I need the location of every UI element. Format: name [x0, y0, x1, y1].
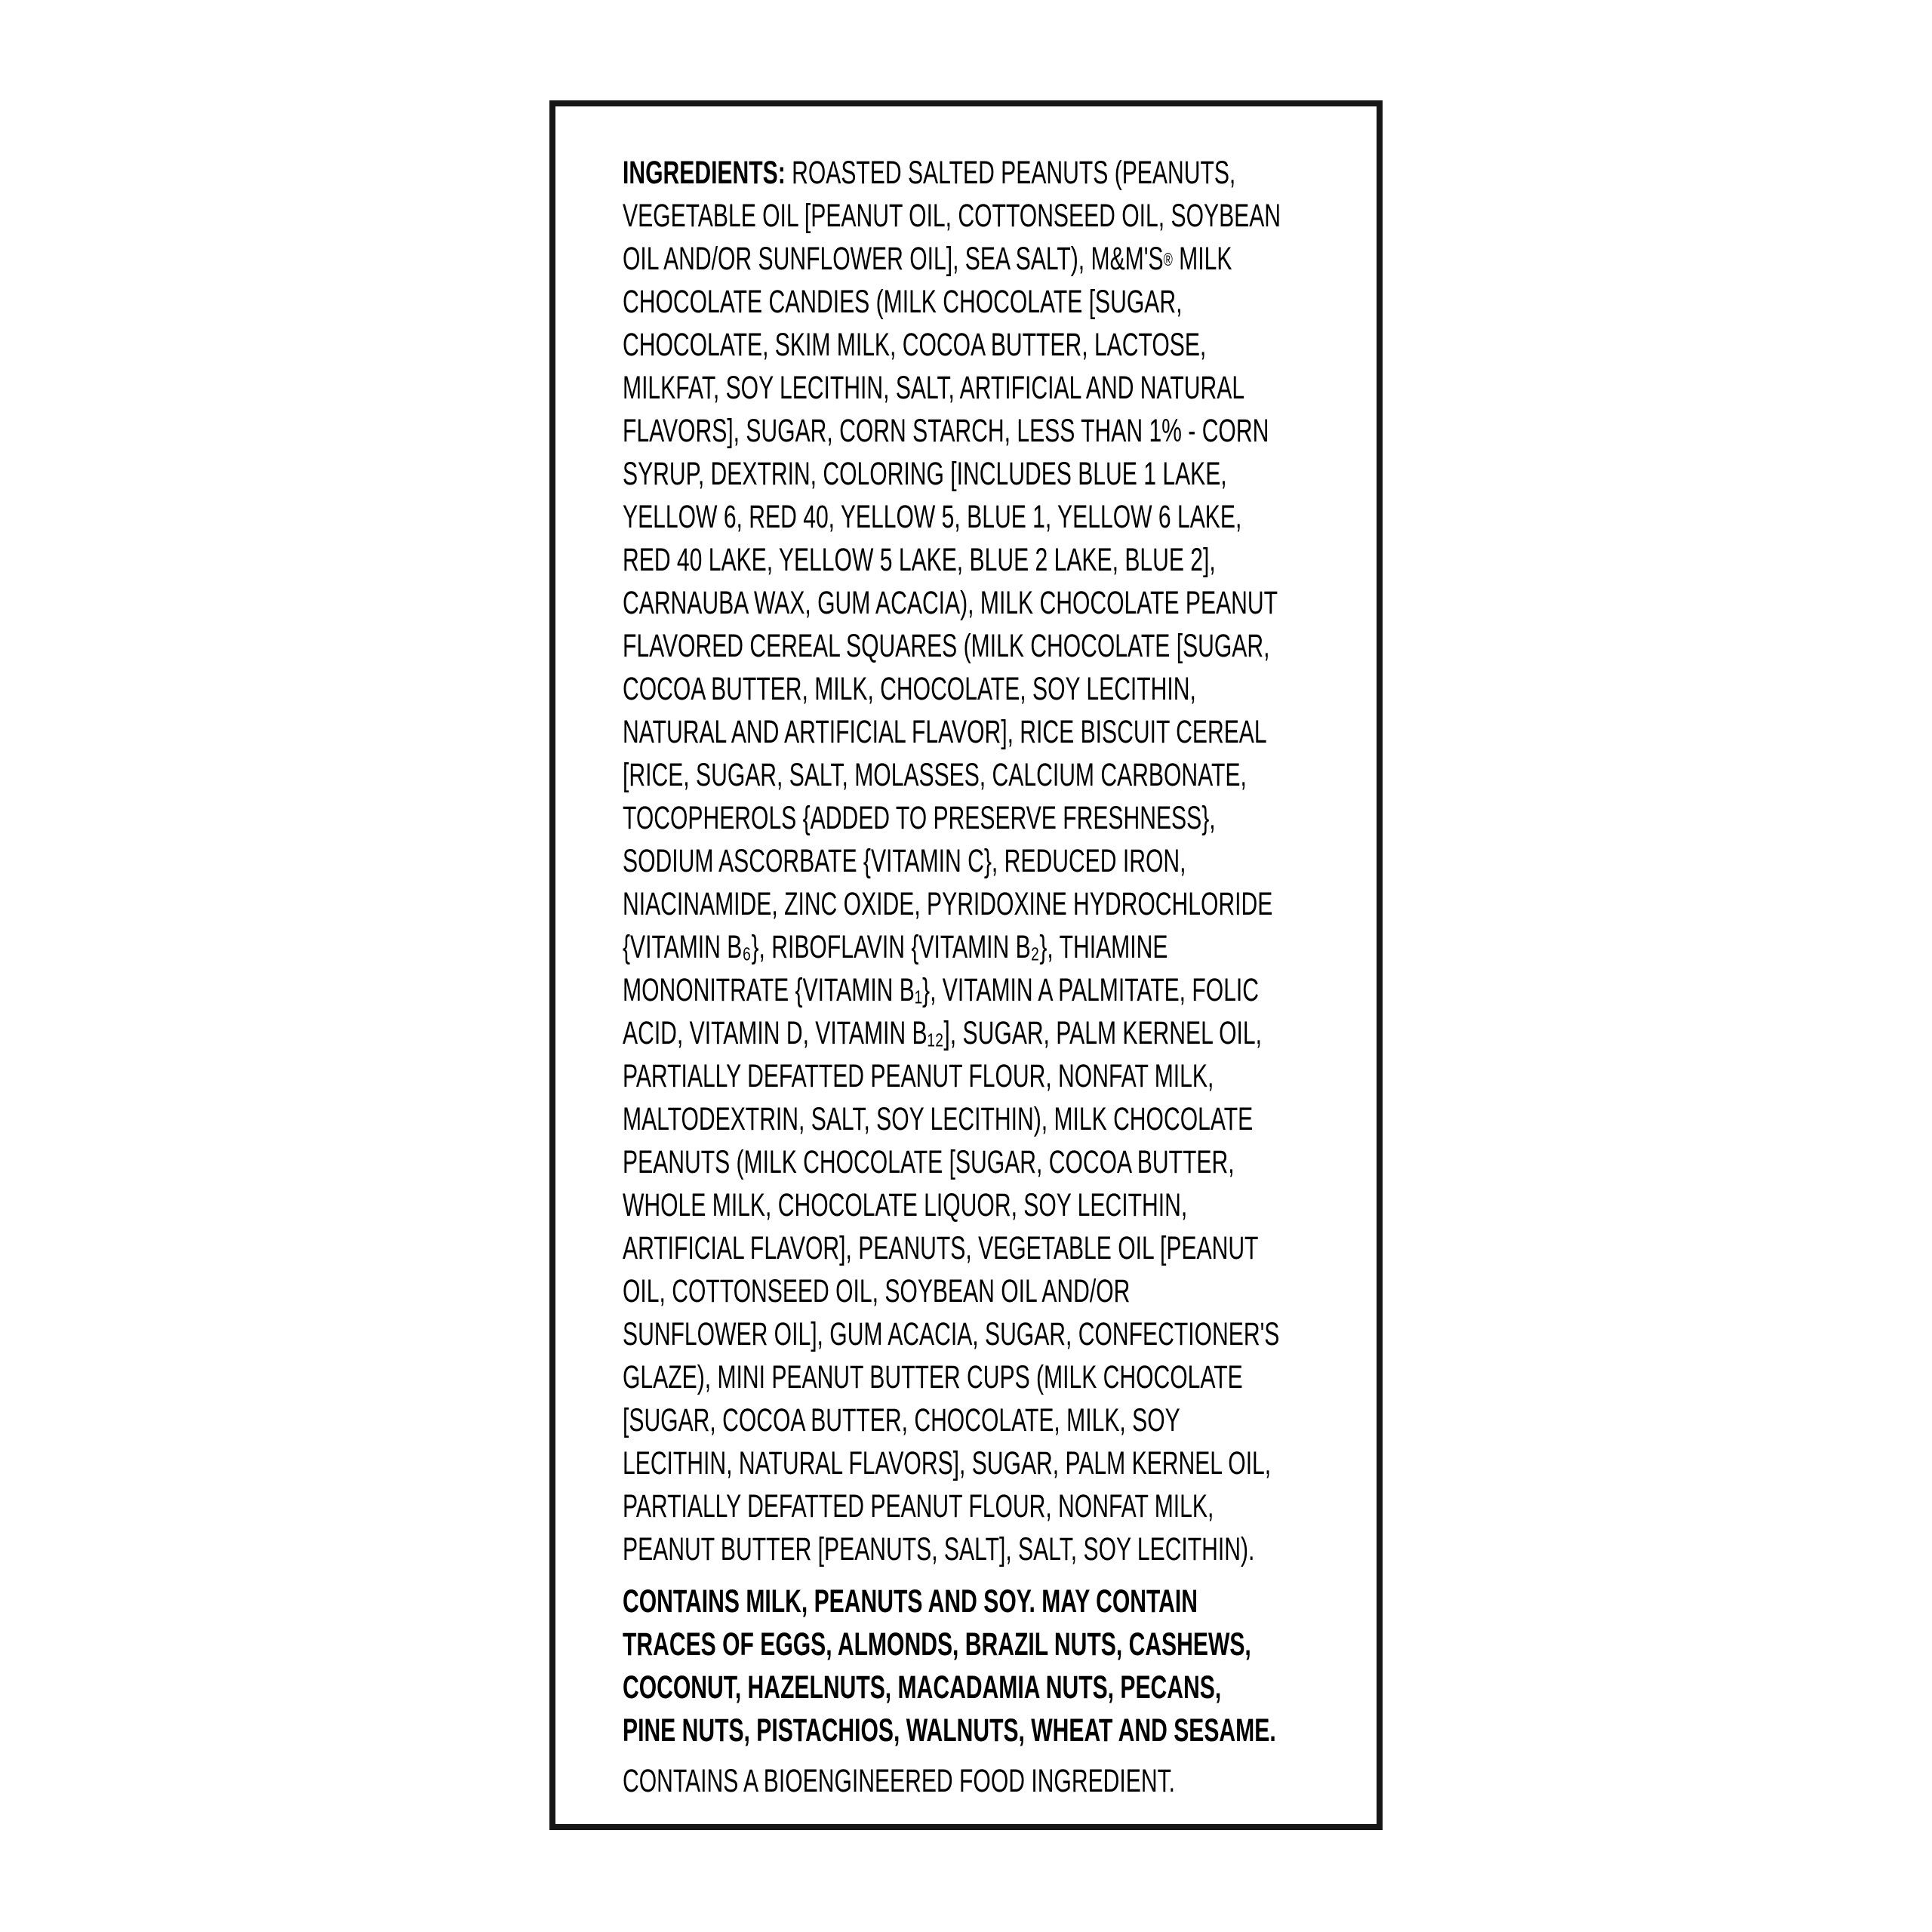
text-line: ACID, VITAMIN D, VITAMIN B₁₂], SUGAR, PALM KERNEL OIL, [623, 1015, 1262, 1051]
ingredients-heading: INGREDIENTS: [623, 155, 786, 191]
text-line: MONONITRATE {VITAMIN B₁}, VITAMIN A PALMITATE, FOLIC [623, 972, 1260, 1008]
text-line: GLAZE), MINI PEANUT BUTTER CUPS (MILK CHOCOLATE [623, 1359, 1243, 1395]
text-line: YELLOW 6, RED 40, YELLOW 5, BLUE 1, YELLOW 6 LAKE, [623, 499, 1242, 535]
text-line: PARTIALLY DEFATTED PEANUT FLOUR, NONFAT MILK, [623, 1058, 1214, 1094]
text-line: SUNFLOWER OIL], GUM ACACIA, SUGAR, CONFECTIONER'S [623, 1316, 1280, 1352]
text-line: MALTODEXTRIN, SALT, SOY LECITHIN), MILK CHOCOLATE [623, 1101, 1254, 1137]
ingredients-paragraph [623, 152, 1325, 1571]
text-line: ARTIFICIAL FLAVOR], PEANUTS, VEGETABLE OIL [PEANUT [623, 1230, 1259, 1266]
text-line: SYRUP, DEXTRIN, COLORING [INCLUDES BLUE 1 LAKE, [623, 456, 1227, 492]
text-line: RED 40 LAKE, YELLOW 5 LAKE, BLUE 2 LAKE, BLUE 2], [623, 542, 1216, 578]
bioengineered-statement: CONTAINS A BIOENGINEERED FOOD INGREDIENT. [623, 1763, 1175, 1799]
text-line: SODIUM ASCORBATE {VITAMIN C}, REDUCED IRON, [623, 843, 1186, 879]
text-line: NIACINAMIDE, ZINC OXIDE, PYRIDOXINE HYDROCHLORIDE [623, 886, 1273, 922]
text-line: CHOCOLATE, SKIM MILK, COCOA BUTTER, LACTOSE, [623, 327, 1207, 363]
text-line: CARNAUBA WAX, GUM ACACIA), MILK CHOCOLATE PEANUT [623, 585, 1278, 621]
text-line: CONTAINS MILK, PEANUTS AND SOY. MAY CONTAIN [623, 1583, 1198, 1620]
text-line: COCONUT, HAZELNUTS, MACADAMIA NUTS, PECANS, [623, 1669, 1222, 1706]
allergen-statement [623, 1580, 1325, 1752]
text-line: PINE NUTS, PISTACHIOS, WALNUTS, WHEAT AND SESAME. [623, 1712, 1276, 1749]
text-line: COCOA BUTTER, MILK, CHOCOLATE, SOY LECITHIN, [623, 671, 1196, 707]
text-line: PEANUTS (MILK CHOCOLATE [SUGAR, COCOA BUTTER, [623, 1144, 1235, 1180]
text-line: FLAVORED CEREAL SQUARES (MILK CHOCOLATE [SUGAR, [623, 628, 1270, 664]
ingredients-label-box [549, 100, 1383, 1830]
text-line: CHOCOLATE CANDIES (MILK CHOCOLATE [SUGAR, [623, 284, 1183, 320]
text-line: WHOLE MILK, CHOCOLATE LIQUOR, SOY LECITHIN, [623, 1187, 1188, 1223]
text-line: [SUGAR, COCOA BUTTER, CHOCOLATE, MILK, SOY [623, 1402, 1180, 1438]
registered-mark: ® [1163, 251, 1173, 270]
text-line: TRACES OF EGGS, ALMONDS, BRAZIL NUTS, CASHEWS, [623, 1626, 1251, 1663]
label-text-column [623, 152, 1325, 1803]
text-line: [RICE, SUGAR, SALT, MOLASSES, CALCIUM CARBONATE, [623, 757, 1247, 793]
text-line: LECITHIN, NATURAL FLAVORS], SUGAR, PALM KERNEL OIL, [623, 1445, 1272, 1481]
text-line: INGREDIENTS: ROASTED SALTED PEANUTS (PEANUTS, [623, 155, 1236, 191]
text-line: OIL, COTTONSEED OIL, SOYBEAN OIL AND/OR [623, 1273, 1131, 1309]
text-line: TOCOPHEROLS {ADDED TO PRESERVE FRESHNESS}, [623, 800, 1216, 836]
text-line: FLAVORS], SUGAR, CORN STARCH, LESS THAN 1% - CORN [623, 413, 1269, 449]
text-line: PEANUT BUTTER [PEANUTS, SALT], SALT, SOY LECITHIN). [623, 1531, 1255, 1567]
text-line: NATURAL AND ARTIFICIAL FLAVOR], RICE BISCUIT CEREAL [623, 714, 1267, 750]
text-line: MILKFAT, SOY LECITHIN, SALT, ARTIFICIAL AND NATURAL [623, 370, 1245, 406]
text-line: {VITAMIN B₆}, RIBOFLAVIN {VITAMIN B₂}, THIAMINE [623, 929, 1168, 965]
text-line: PARTIALLY DEFATTED PEANUT FLOUR, NONFAT MILK, [623, 1488, 1214, 1524]
text-line: OIL AND/OR SUNFLOWER OIL], SEA SALT), M&M'S® MILK [623, 241, 1232, 277]
text-line: VEGETABLE OIL [PEANUT OIL, COTTONSEED OIL, SOYBEAN [623, 198, 1281, 234]
